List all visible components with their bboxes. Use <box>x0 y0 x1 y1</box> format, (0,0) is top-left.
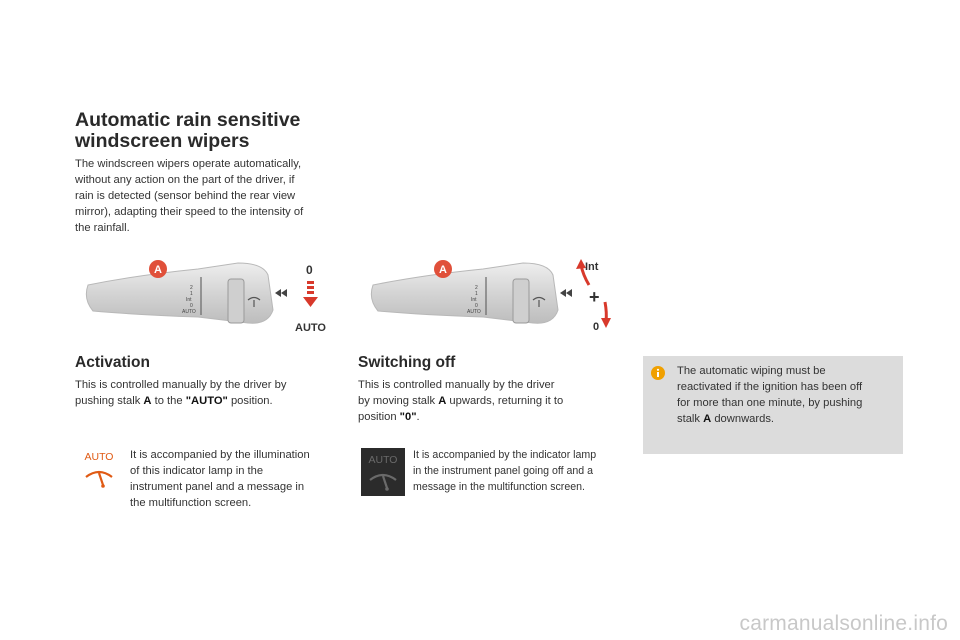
stalk-off-illustration <box>363 255 633 340</box>
intro-line: The windscreen wipers operate automatically, <box>75 158 302 170</box>
stalk-position-label: 0 <box>190 303 193 309</box>
switching-off-line: position "0". <box>358 411 420 423</box>
stalk-position-label: AUTO <box>182 309 196 315</box>
page-title-line2: windscreen wipers <box>75 130 250 152</box>
page-title <box>75 110 365 152</box>
stalk-position-label: AUTO <box>467 309 481 315</box>
callout-zero: 0 <box>306 263 313 277</box>
stalk-body <box>86 263 273 323</box>
stalk-position-label: 1 <box>190 291 193 297</box>
auto-lamp-label: AUTO <box>84 451 114 463</box>
callout-int: Int <box>585 261 599 273</box>
intro-line: mirror), adapting their speed to the intensity of <box>75 206 304 218</box>
switching-off-note-line: in the instrument panel going off and a <box>413 465 594 477</box>
stalk-position-label: 1 <box>475 291 478 297</box>
tip-line: for more than one minute, by pushing <box>677 397 863 409</box>
info-icon <box>651 366 665 380</box>
tip-box <box>643 356 903 454</box>
switching-off-note-line: It is accompanied by the indicator lamp <box>413 449 597 461</box>
switching-off-line: by moving stalk A upwards, returning it to <box>358 395 564 407</box>
stalk-position-label: 0 <box>475 303 478 309</box>
stalk-collar <box>513 279 529 323</box>
activation-note-line: It is accompanied by the illumination <box>130 449 310 461</box>
callout-plus: + <box>589 287 600 307</box>
activation-note-line: instrument panel and a message in <box>130 481 305 493</box>
down-arrow-icon <box>601 302 611 328</box>
activation-paragraph <box>75 377 345 409</box>
stalk-collar <box>228 279 244 323</box>
activation-line: This is controlled manually by the driver by <box>75 379 287 391</box>
activation-note <box>130 447 345 511</box>
auto-wiper-lamp-icon <box>82 449 116 495</box>
stalk-a-label: A <box>154 264 162 276</box>
auto-lamp-off-label: AUTO <box>368 454 398 466</box>
auto-wiper-lamp-off-icon <box>361 448 405 496</box>
switching-off-note-line: message in the multifunction screen. <box>413 481 585 493</box>
switching-off-paragraph <box>358 377 628 425</box>
stalk-position-label: 2 <box>475 285 478 291</box>
rewind-icon <box>560 289 572 297</box>
stalk-a-label: A <box>439 264 447 276</box>
stalk-auto-illustration <box>78 255 348 340</box>
rewind-icon <box>275 289 287 297</box>
activation-note-line: of this indicator lamp in the <box>130 465 264 477</box>
tip-text <box>677 363 899 427</box>
watermark: carmanualsonline.info <box>739 612 948 635</box>
intro-line: rain is detected (sensor behind the rear view <box>75 190 296 202</box>
intro-line: without any action on the part of the driver, if <box>75 174 295 186</box>
stalk-position-label: Int <box>186 297 192 303</box>
switching-off-line: This is controlled manually by the driver <box>358 379 555 391</box>
activation-heading: Activation <box>75 354 150 371</box>
tip-line: reactivated if the ignition has been off <box>677 381 863 393</box>
page-title-line1: Automatic rain sensitive <box>75 109 301 131</box>
intro-line: the rainfall. <box>75 222 130 234</box>
tip-line: stalk A downwards. <box>677 413 775 425</box>
stalk-body <box>371 263 558 323</box>
stalk-position-label: Int <box>471 297 477 303</box>
stalk-position-label: 2 <box>190 285 193 291</box>
down-arrow-icon <box>303 281 318 307</box>
tip-line: The automatic wiping must be <box>677 365 826 377</box>
intro-paragraph <box>75 156 345 236</box>
activation-note-line: the multifunction screen. <box>130 497 252 509</box>
callout-zero: 0 <box>593 321 600 333</box>
switching-off-note <box>413 447 628 495</box>
switching-off-heading: Switching off <box>358 354 456 371</box>
activation-line: pushing stalk A to the "AUTO" position. <box>75 395 273 407</box>
callout-auto: AUTO <box>295 322 326 334</box>
